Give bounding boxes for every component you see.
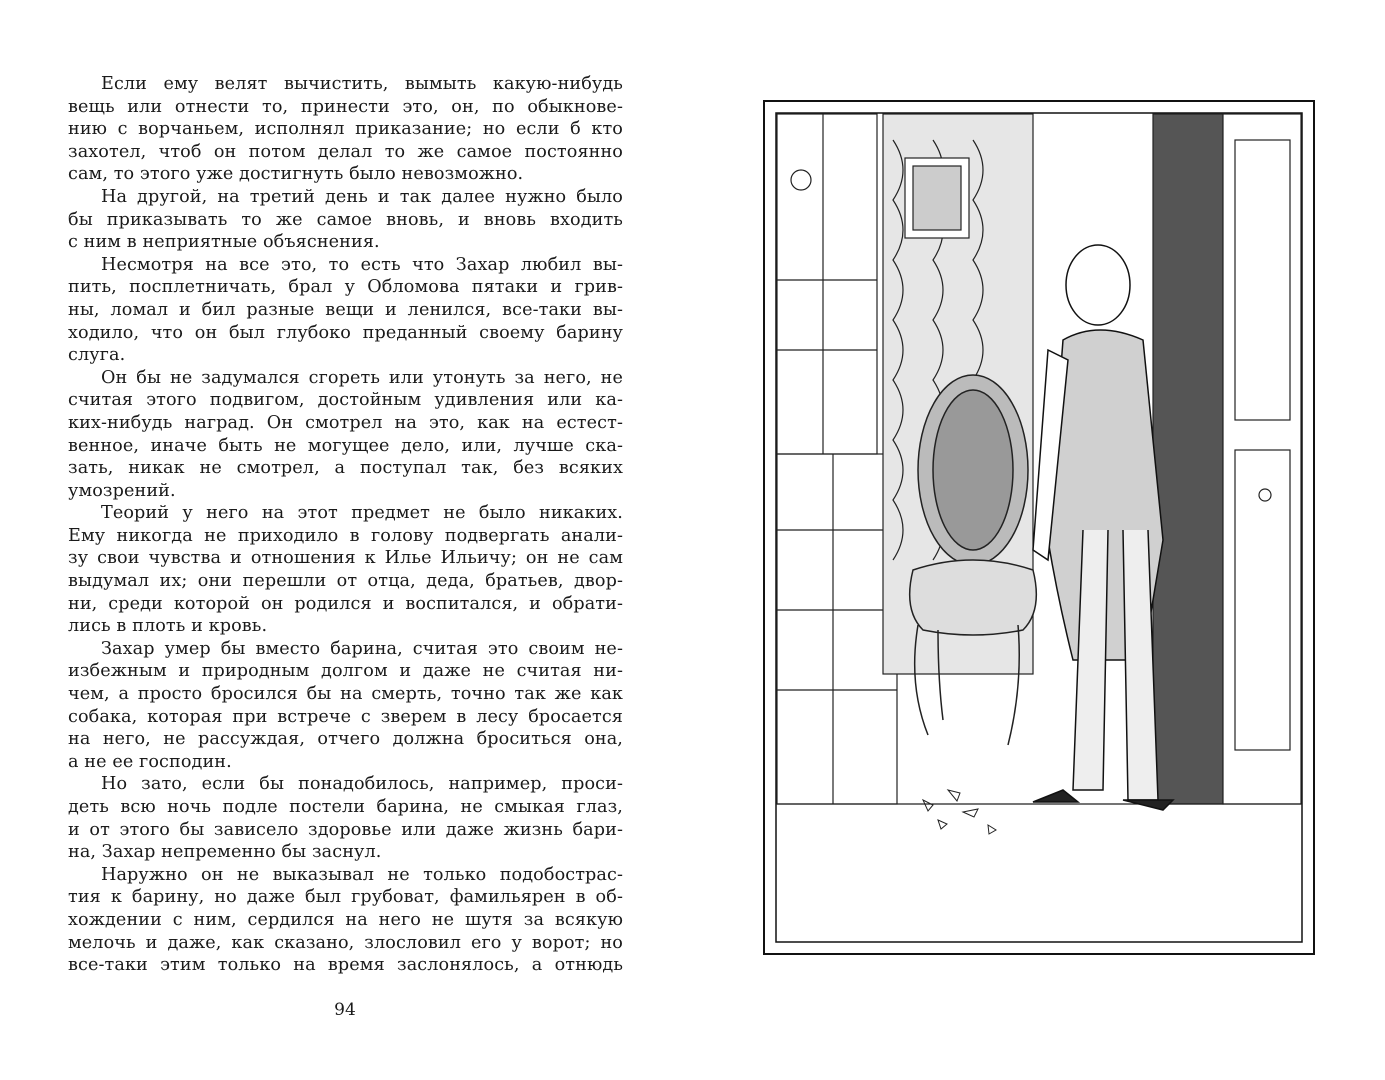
text-line: зать, никак не смотрел, а поступал так, без всяких — [68, 458, 623, 479]
text-line: хождении с ним, сердился на него не шутя за всякую — [68, 909, 623, 930]
text-line: а не ее господин. — [68, 751, 232, 772]
text-line: ходило, что он был глубоко преданный своему барину — [68, 322, 623, 343]
text-line: собака, которая при встрече с зверем в лесу бросается — [68, 706, 623, 727]
text-line: мелочь и даже, как сказано, злословил его у ворот; но — [68, 932, 623, 953]
text-line: нию с ворчаньем, исполнял приказание; но если б кто — [68, 119, 623, 140]
text-line: венное, иначе быть не могущее дело, или, лучше ска- — [68, 435, 623, 456]
text-line: Теорий у него на этот предмет не было никаких. — [101, 503, 623, 524]
text-line: лись в плоть и кровь. — [68, 616, 268, 637]
broken-shards — [923, 790, 996, 834]
text-line: и от этого бы зависело здоровье или даже жизнь бари- — [68, 819, 623, 840]
text-line: ны, ломал и бил разные вещи и ленился, все-таки вы- — [68, 299, 623, 320]
text-line: захотел, чтоб он потом делал то же самое постоянно — [68, 141, 623, 162]
text-line: бы приказывать то же самое вновь, и вновь входить — [68, 209, 623, 230]
text-line: Ему никогда не приходило в голову подвергать анали- — [68, 525, 623, 546]
text-line: Наружно он не выказывал не только подобострас- — [101, 864, 623, 885]
text-line: на, Захар непременно бы заснул. — [68, 842, 382, 863]
text-line: вещь или отнести то, принести это, он, по обыкнове- — [68, 96, 623, 117]
text-line: умозрений. — [68, 480, 176, 501]
text-line: выдумал их; они перешли от отца, деда, братьев, двор- — [68, 571, 623, 592]
text-line: на него, не рассуждая, отчего должна броситься она, — [68, 729, 623, 750]
text-line: На другой, на третий день и так далее нужно было — [101, 186, 623, 207]
text-line: все-таки этим только на время заслонялось, а отнюдь — [68, 955, 623, 976]
text-line: чем, а просто бросился бы на смерть, точно так же как — [68, 684, 623, 705]
bell-button — [791, 170, 811, 190]
text-line: считая этого подвигом, достойным удивления или ка- — [68, 390, 623, 411]
page-number: 94 — [334, 1000, 356, 1020]
text-line: Захар умер бы вместо барина, считая это своим не- — [101, 638, 623, 659]
illustration-zakhar-in-doorway — [763, 100, 1315, 955]
body-text — [68, 73, 623, 977]
text-line: деть всю ночь подле постели барина, не смыкая глаз, — [68, 797, 623, 817]
text-line: пить, посплетничать, брал у Обломова пятаки и грив- — [68, 277, 623, 298]
text-line: Он бы не задумался сгореть или утонуть за него, не — [101, 367, 623, 388]
text-line: с ним в неприятные объяснения. — [68, 232, 380, 253]
text-line: зу свои чувства и отношения к Илье Ильичу; он не сам — [68, 548, 623, 569]
text-line: избежным и природным долгом и даже не считая ни- — [68, 661, 623, 682]
text-line: Если ему велят вычистить, вымыть какую-нибудь — [101, 74, 623, 94]
text-line: Но зато, если бы понадобилось, например, проси- — [101, 774, 623, 795]
text-line: ни, среди которой он родился и воспитался, и обрати- — [68, 593, 623, 614]
text-line: тия к барину, но даже был грубоват, фамильярен в об- — [68, 887, 623, 908]
text-line: слуга. — [68, 345, 126, 366]
text-line: Несмотря на все это, то есть что Захар любил вы- — [101, 254, 623, 275]
text-line: ких-нибудь наград. Он смотрел на это, как на естест- — [68, 412, 623, 433]
zakhar-figure — [1033, 245, 1173, 810]
text-line: сам, то этого уже достигнуть было невозможно. — [68, 164, 524, 185]
